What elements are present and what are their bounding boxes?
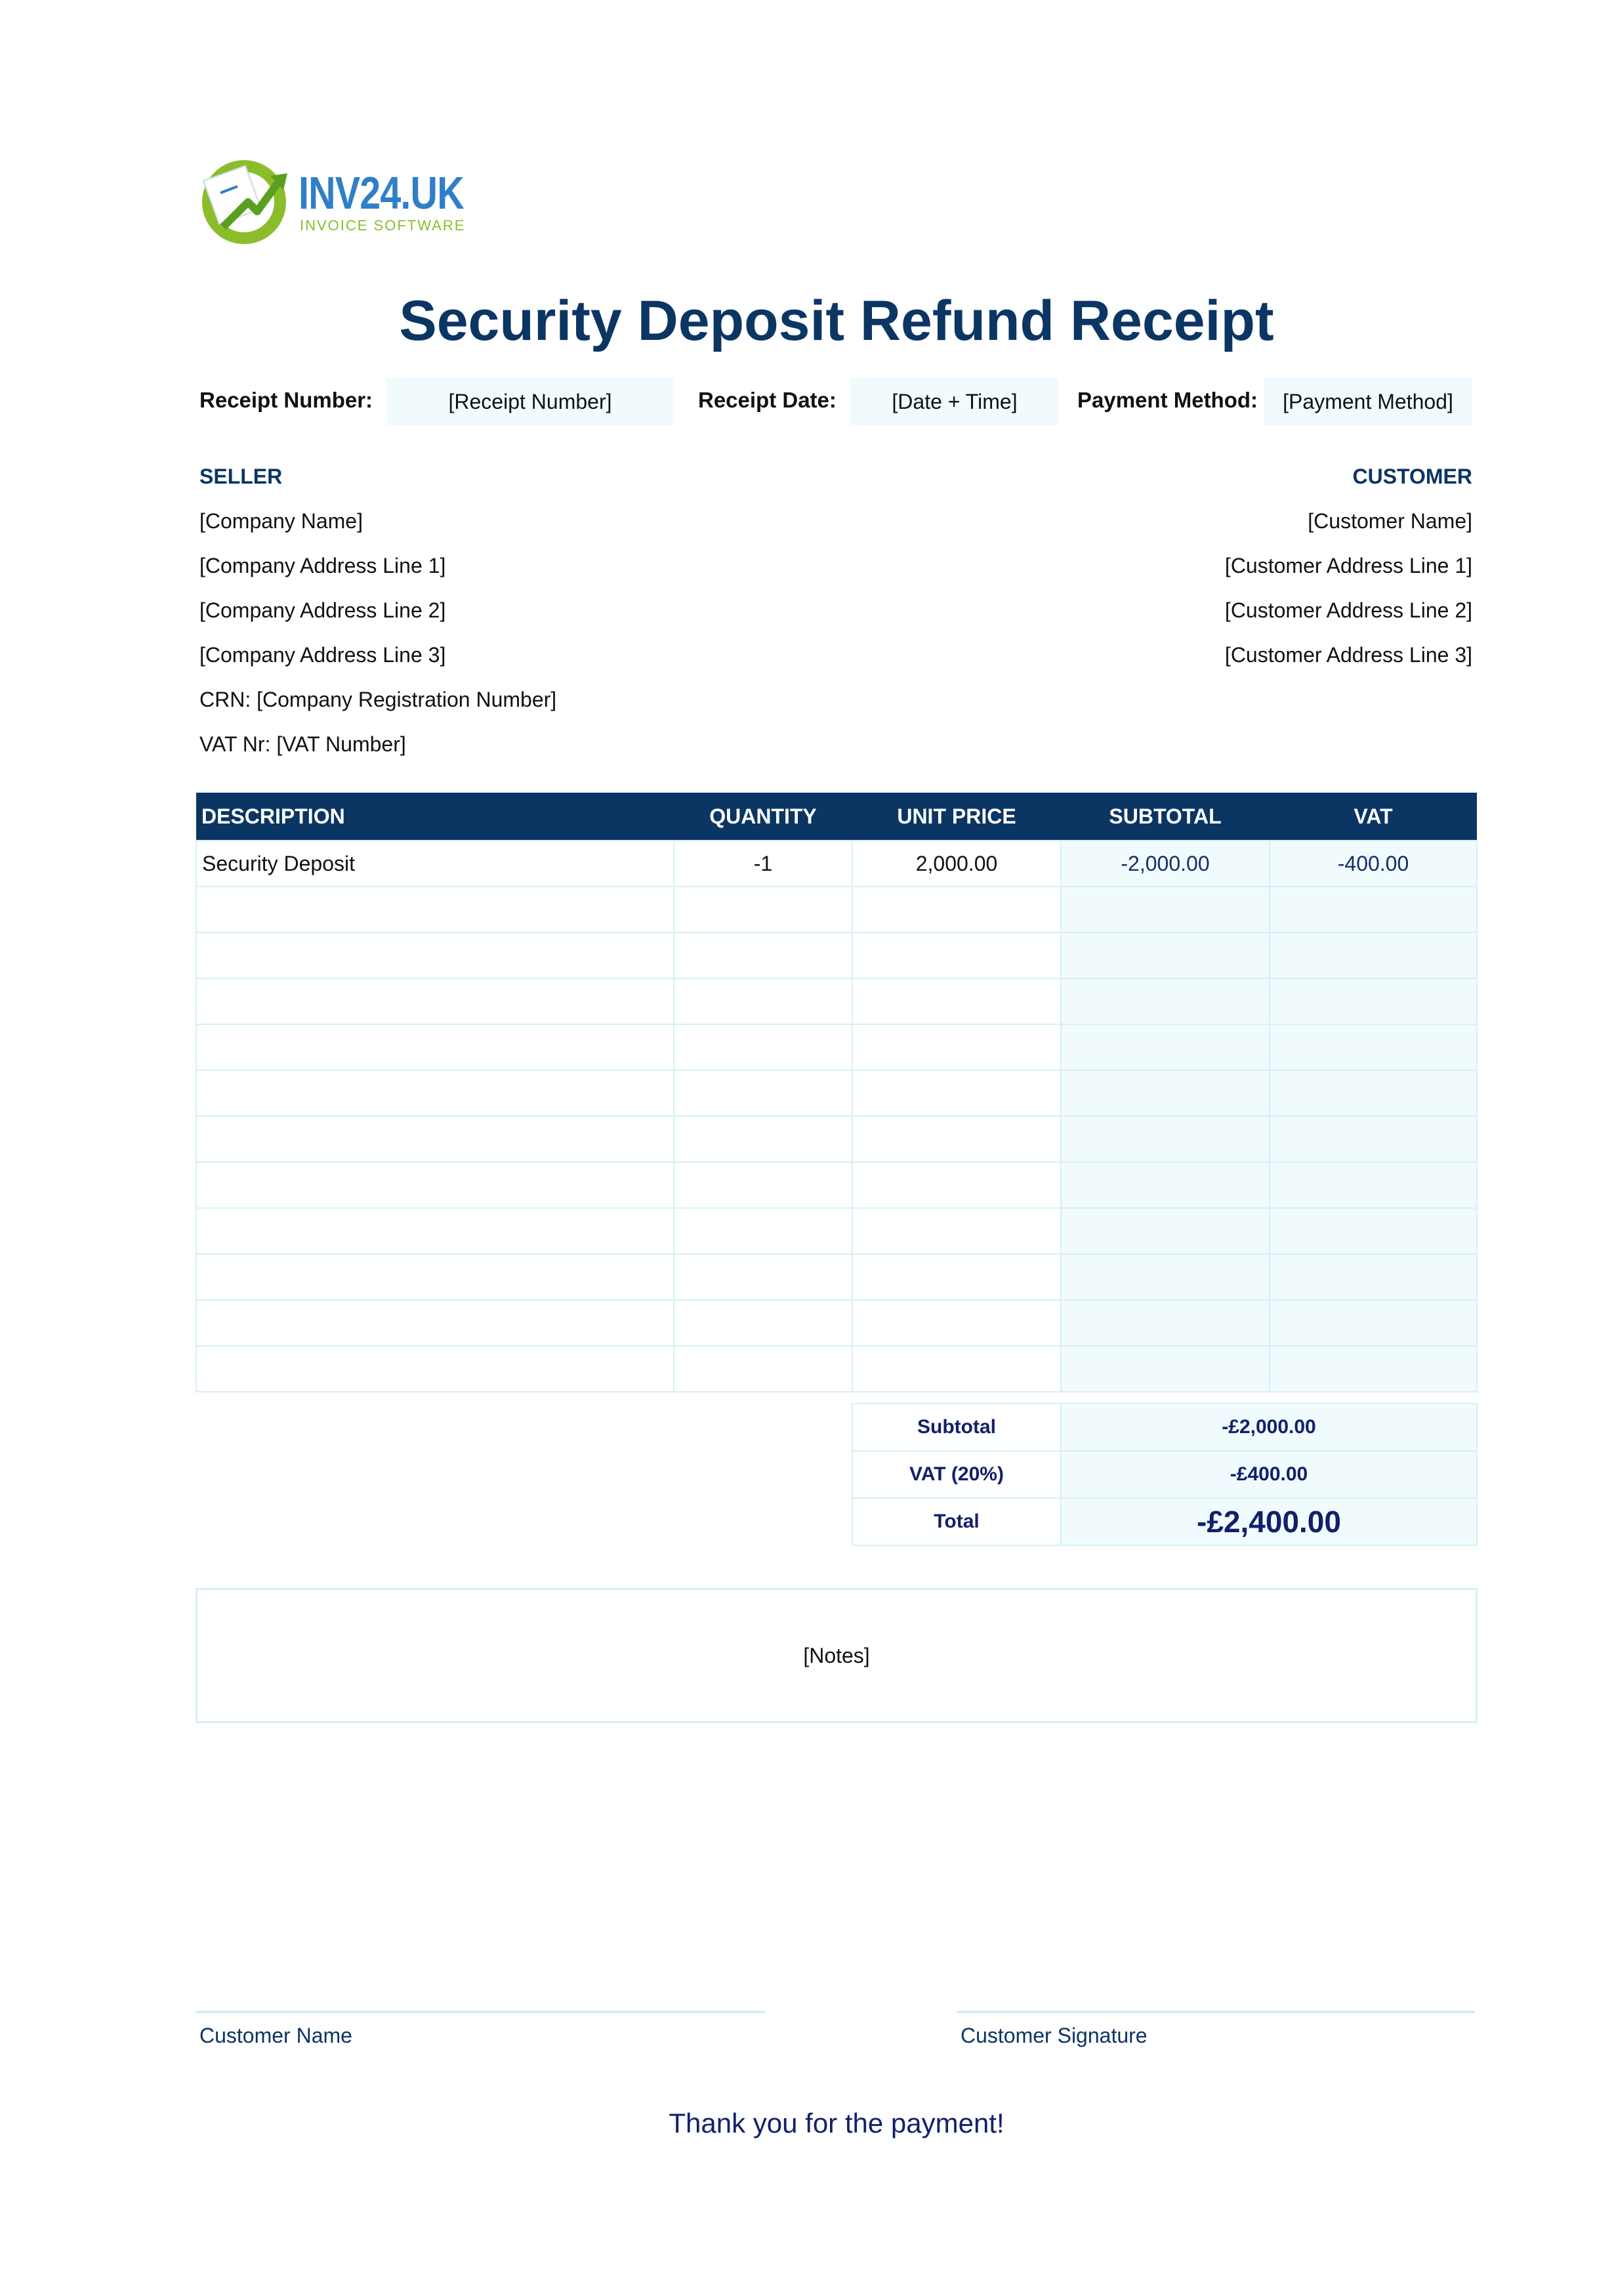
customer-address-line-1: [Customer Address Line 1]: [1224, 554, 1472, 577]
logo-tagline: INVOICE SOFTWARE: [300, 217, 466, 234]
total-row: [852, 1498, 1477, 1545]
receipt-number-field[interactable]: [Receipt Number]: [387, 378, 673, 425]
description-cell: [196, 1346, 674, 1392]
description-cell: Security Deposit: [196, 841, 674, 887]
description-cell: [196, 1208, 674, 1254]
table-row: [196, 932, 1477, 978]
quantity-cell: [674, 1300, 852, 1346]
table-row: [196, 978, 1477, 1024]
column-header-unit-price: UNIT PRICE: [852, 793, 1061, 841]
vat-cell: [1270, 887, 1477, 932]
receipt-date-label: Receipt Date:: [698, 388, 837, 412]
vat-cell: -400.00: [1270, 841, 1477, 887]
seller-crn: CRN: [Company Registration Number]: [199, 688, 557, 711]
vat-cell: [1270, 1116, 1477, 1162]
seller-heading: SELLER: [199, 465, 283, 488]
column-header-quantity: QUANTITY: [674, 793, 852, 841]
customer-signature-line: [957, 2011, 1475, 2013]
description-cell: [196, 1116, 674, 1162]
line-items-table: [196, 793, 1478, 1392]
description-cell: [196, 932, 674, 978]
quantity-cell: [674, 1346, 852, 1392]
subtotal-cell: [1061, 1208, 1270, 1254]
seller-address-line-1: [Company Address Line 1]: [199, 554, 446, 577]
totals-table: [852, 1403, 1478, 1546]
vat-cell: [1270, 1346, 1477, 1392]
subtotal-row: [852, 1404, 1477, 1451]
vat-cell: [1270, 1070, 1477, 1116]
seller-address-line-3: [Company Address Line 3]: [199, 643, 446, 667]
subtotal-cell: -2,000.00: [1061, 841, 1270, 887]
quantity-cell: -1: [674, 841, 852, 887]
page-title: Security Deposit Refund Receipt: [399, 289, 1274, 352]
subtotal-cell: [1061, 1300, 1270, 1346]
description-cell: [196, 1300, 674, 1346]
column-header-description: DESCRIPTION: [196, 793, 674, 841]
table-row: [196, 887, 1477, 932]
unit-price-cell: [852, 1254, 1061, 1300]
seller-vat-number: VAT Nr: [VAT Number]: [199, 732, 406, 756]
customer-address-line-2: [Customer Address Line 2]: [1224, 598, 1472, 622]
vat-cell: [1270, 1208, 1477, 1254]
quantity-cell: [674, 1024, 852, 1070]
seller-company-name: [Company Name]: [199, 509, 363, 533]
subtotal-label: Subtotal: [852, 1404, 1061, 1451]
unit-price-cell: [852, 887, 1061, 932]
unit-price-cell: [852, 1024, 1061, 1070]
customer-name-line: [196, 2011, 765, 2013]
unit-price-cell: 2,000.00: [852, 841, 1061, 887]
table-row: [196, 1254, 1477, 1300]
vat-value: -£400.00: [1061, 1451, 1477, 1498]
description-cell: [196, 1070, 674, 1116]
subtotal-cell: [1061, 1116, 1270, 1162]
table-row: [196, 841, 1477, 887]
thank-you-message: Thank you for the payment!: [669, 2108, 1004, 2139]
table-row: [196, 1024, 1477, 1070]
unit-price-cell: [852, 1070, 1061, 1116]
vat-cell: [1270, 932, 1477, 978]
table-row: [196, 1070, 1477, 1116]
vat-cell: [1270, 978, 1477, 1024]
logo-emblem-icon: [197, 154, 302, 245]
payment-method-field[interactable]: [Payment Method]: [1264, 378, 1472, 425]
quantity-cell: [674, 932, 852, 978]
subtotal-cell: [1061, 978, 1270, 1024]
customer-name-label: Customer Name: [199, 2024, 352, 2047]
receipt-number-label: Receipt Number:: [199, 388, 373, 412]
subtotal-value: -£2,000.00: [1061, 1404, 1477, 1451]
receipt-date-field[interactable]: [Date + Time]: [850, 378, 1059, 425]
vat-cell: [1270, 1300, 1477, 1346]
description-cell: [196, 978, 674, 1024]
table-row: [196, 1208, 1477, 1254]
unit-price-cell: [852, 1162, 1061, 1208]
subtotal-cell: [1061, 887, 1270, 932]
table-row: [196, 1300, 1477, 1346]
subtotal-cell: [1061, 1162, 1270, 1208]
unit-price-cell: [852, 1116, 1061, 1162]
seller-address-line-2: [Company Address Line 2]: [199, 598, 446, 622]
customer-address-line-3: [Customer Address Line 3]: [1224, 643, 1472, 667]
total-label: Total: [852, 1498, 1061, 1545]
quantity-cell: [674, 1116, 852, 1162]
customer-name: [Customer Name]: [1308, 509, 1472, 533]
subtotal-cell: [1061, 1024, 1270, 1070]
payment-method-label: Payment Method:: [1077, 388, 1258, 412]
quantity-cell: [674, 978, 852, 1024]
table-header-row: [196, 793, 1477, 841]
logo-wordmark: INV24.UK: [299, 167, 464, 219]
customer-signature-label: Customer Signature: [961, 2024, 1148, 2047]
company-logo: [197, 154, 472, 245]
vat-cell: [1270, 1162, 1477, 1208]
table-row: [196, 1346, 1477, 1392]
description-cell: [196, 887, 674, 932]
quantity-cell: [674, 1162, 852, 1208]
description-cell: [196, 1254, 674, 1300]
vat-cell: [1270, 1254, 1477, 1300]
vat-row: [852, 1451, 1477, 1498]
column-header-vat: VAT: [1270, 793, 1477, 841]
description-cell: [196, 1024, 674, 1070]
subtotal-cell: [1061, 932, 1270, 978]
unit-price-cell: [852, 1346, 1061, 1392]
vat-label: VAT (20%): [852, 1451, 1061, 1498]
quantity-cell: [674, 1208, 852, 1254]
subtotal-cell: [1061, 1070, 1270, 1116]
quantity-cell: [674, 1070, 852, 1116]
unit-price-cell: [852, 978, 1061, 1024]
subtotal-cell: [1061, 1254, 1270, 1300]
total-value: -£2,400.00: [1061, 1498, 1477, 1545]
vat-cell: [1270, 1024, 1477, 1070]
quantity-cell: [674, 887, 852, 932]
unit-price-cell: [852, 932, 1061, 978]
quantity-cell: [674, 1254, 852, 1300]
unit-price-cell: [852, 1300, 1061, 1346]
notes-field[interactable]: [Notes]: [196, 1588, 1478, 1723]
table-row: [196, 1162, 1477, 1208]
column-header-subtotal: SUBTOTAL: [1061, 793, 1270, 841]
subtotal-cell: [1061, 1346, 1270, 1392]
unit-price-cell: [852, 1208, 1061, 1254]
description-cell: [196, 1162, 674, 1208]
table-row: [196, 1116, 1477, 1162]
customer-heading: CUSTOMER: [1352, 465, 1472, 488]
